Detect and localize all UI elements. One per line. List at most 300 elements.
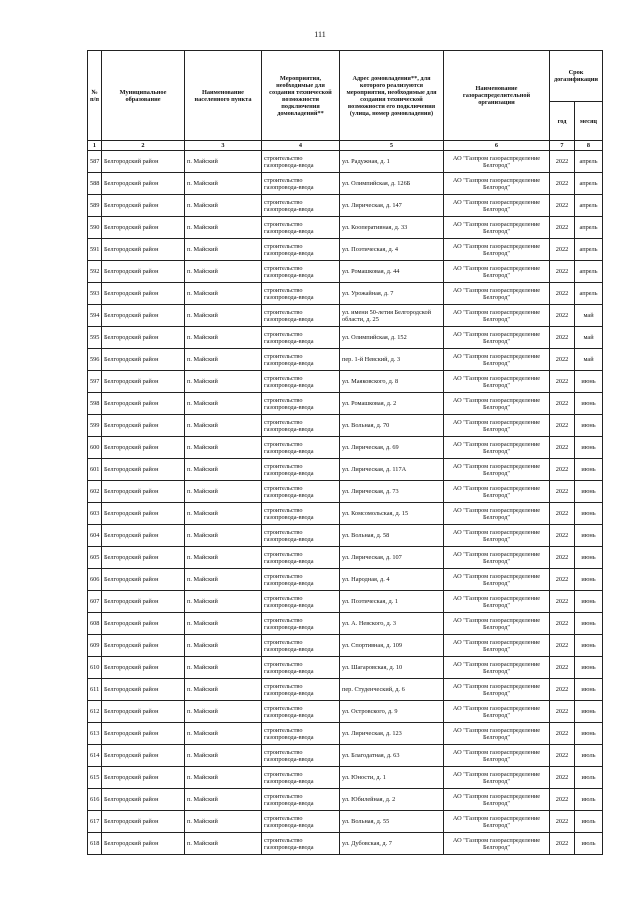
address-cell: пер. Студенческий, д. 6: [340, 679, 444, 701]
municipality-cell: Белгородский район: [102, 393, 185, 415]
measure-cell: строительство газопровода-ввода: [262, 393, 340, 415]
year-cell: 2022: [550, 305, 575, 327]
row-number: 605: [88, 547, 102, 569]
table-row: [88, 679, 603, 701]
settlement-cell: п. Майский: [185, 415, 262, 437]
row-number: 604: [88, 525, 102, 547]
settlement-cell: п. Майский: [185, 349, 262, 371]
month-cell: июнь: [575, 657, 603, 679]
settlement-cell: п. Майский: [185, 745, 262, 767]
measure-cell: строительство газопровода-ввода: [262, 327, 340, 349]
organization-cell: АО "Газпром газораспределение Белгород": [444, 635, 550, 657]
address-cell: ул. Кооперативная, д. 33: [340, 217, 444, 239]
measure-cell: строительство газопровода-ввода: [262, 283, 340, 305]
table-row: [88, 723, 603, 745]
table-row: [88, 613, 603, 635]
month-cell: июль: [575, 767, 603, 789]
measure-cell: строительство газопровода-ввода: [262, 547, 340, 569]
address-cell: ул. Ромашковая, д. 44: [340, 261, 444, 283]
settlement-cell: п. Майский: [185, 371, 262, 393]
row-number: 596: [88, 349, 102, 371]
organization-cell: АО "Газпром газораспределение Белгород": [444, 657, 550, 679]
row-number: 610: [88, 657, 102, 679]
month-cell: май: [575, 327, 603, 349]
organization-cell: АО "Газпром газораспределение Белгород": [444, 679, 550, 701]
month-cell: май: [575, 349, 603, 371]
year-cell: 2022: [550, 239, 575, 261]
table-row: [88, 349, 603, 371]
year-cell: 2022: [550, 745, 575, 767]
organization-cell: АО "Газпром газораспределение Белгород": [444, 217, 550, 239]
municipality-cell: Белгородский район: [102, 767, 185, 789]
organization-cell: АО "Газпром газораспределение Белгород": [444, 811, 550, 833]
organization-cell: АО "Газпром газораспределение Белгород": [444, 481, 550, 503]
measure-cell: строительство газопровода-ввода: [262, 415, 340, 437]
address-cell: ул. имени 50-летия Белгородской области, д. 25: [340, 305, 444, 327]
organization-cell: АО "Газпром газораспределение Белгород": [444, 569, 550, 591]
row-number: 615: [88, 767, 102, 789]
municipality-cell: Белгородский район: [102, 525, 185, 547]
municipality-cell: Белгородский район: [102, 371, 185, 393]
row-number: 588: [88, 173, 102, 195]
organization-cell: АО "Газпром газораспределение Белгород": [444, 547, 550, 569]
measure-cell: строительство газопровода-ввода: [262, 745, 340, 767]
month-cell: июнь: [575, 481, 603, 503]
measure-cell: строительство газопровода-ввода: [262, 657, 340, 679]
table-row: [88, 239, 603, 261]
measure-cell: строительство газопровода-ввода: [262, 261, 340, 283]
measure-cell: строительство газопровода-ввода: [262, 503, 340, 525]
municipality-cell: Белгородский район: [102, 261, 185, 283]
year-cell: 2022: [550, 591, 575, 613]
municipality-cell: Белгородский район: [102, 195, 185, 217]
organization-cell: АО "Газпром газораспределение Белгород": [444, 173, 550, 195]
address-cell: ул. Радужная, д. 1: [340, 151, 444, 173]
measure-cell: строительство газопровода-ввода: [262, 767, 340, 789]
address-cell: ул. Поэтическая, д. 1: [340, 591, 444, 613]
settlement-cell: п. Майский: [185, 679, 262, 701]
table-row: [88, 591, 603, 613]
organization-cell: АО "Газпром газораспределение Белгород": [444, 283, 550, 305]
row-number: 608: [88, 613, 102, 635]
settlement-cell: п. Майский: [185, 767, 262, 789]
month-cell: июнь: [575, 415, 603, 437]
address-cell: ул. Олимпийская, д. 126Б: [340, 173, 444, 195]
settlement-cell: п. Майский: [185, 261, 262, 283]
settlement-cell: п. Майский: [185, 591, 262, 613]
table-row: [88, 701, 603, 723]
column-number: 8: [575, 141, 603, 151]
row-number: 594: [88, 305, 102, 327]
settlement-cell: п. Майский: [185, 239, 262, 261]
table-row: [88, 305, 603, 327]
row-number: 609: [88, 635, 102, 657]
municipality-cell: Белгородский район: [102, 745, 185, 767]
year-cell: 2022: [550, 833, 575, 855]
table-body: [88, 151, 603, 855]
header-municipality: Муниципальное образование: [102, 51, 185, 141]
measure-cell: строительство газопровода-ввода: [262, 613, 340, 635]
organization-cell: АО "Газпром газораспределение Белгород": [444, 503, 550, 525]
table-row: [88, 173, 603, 195]
row-number: 607: [88, 591, 102, 613]
month-cell: июль: [575, 811, 603, 833]
settlement-cell: п. Майский: [185, 459, 262, 481]
municipality-cell: Белгородский район: [102, 789, 185, 811]
month-cell: июнь: [575, 525, 603, 547]
column-number: 4: [262, 141, 340, 151]
table-row: [88, 327, 603, 349]
header-settlement: Наименование населенного пункта: [185, 51, 262, 141]
table-row: [88, 503, 603, 525]
year-cell: 2022: [550, 437, 575, 459]
measure-cell: строительство газопровода-ввода: [262, 195, 340, 217]
month-cell: апрель: [575, 217, 603, 239]
year-cell: 2022: [550, 481, 575, 503]
table-row: [88, 437, 603, 459]
column-number: 3: [185, 141, 262, 151]
municipality-cell: Белгородский район: [102, 833, 185, 855]
header-num: № п/п: [88, 51, 102, 141]
organization-cell: АО "Газпром газораспределение Белгород": [444, 327, 550, 349]
municipality-cell: Белгородский район: [102, 437, 185, 459]
measure-cell: строительство газопровода-ввода: [262, 305, 340, 327]
measure-cell: строительство газопровода-ввода: [262, 679, 340, 701]
table-row: [88, 261, 603, 283]
header-organization: Наименование газораспределительной организации: [444, 51, 550, 141]
municipality-cell: Белгородский район: [102, 613, 185, 635]
measure-cell: строительство газопровода-ввода: [262, 459, 340, 481]
municipality-cell: Белгородский район: [102, 481, 185, 503]
municipality-cell: Белгородский район: [102, 701, 185, 723]
municipality-cell: Белгородский район: [102, 459, 185, 481]
settlement-cell: п. Майский: [185, 217, 262, 239]
month-cell: июнь: [575, 371, 603, 393]
measure-cell: строительство газопровода-ввода: [262, 481, 340, 503]
organization-cell: АО "Газпром газораспределение Белгород": [444, 349, 550, 371]
row-number: 616: [88, 789, 102, 811]
row-number: 602: [88, 481, 102, 503]
year-cell: 2022: [550, 261, 575, 283]
row-number: 611: [88, 679, 102, 701]
measure-cell: строительство газопровода-ввода: [262, 723, 340, 745]
month-cell: июнь: [575, 437, 603, 459]
year-cell: 2022: [550, 635, 575, 657]
row-number: 591: [88, 239, 102, 261]
address-cell: ул. А. Невского, д. 3: [340, 613, 444, 635]
month-cell: июнь: [575, 459, 603, 481]
row-number: 614: [88, 745, 102, 767]
month-cell: июнь: [575, 635, 603, 657]
row-number: 613: [88, 723, 102, 745]
municipality-cell: Белгородский район: [102, 635, 185, 657]
header-deadline: Срок догазификации: [550, 51, 603, 102]
page-number: 111: [314, 30, 326, 39]
row-number: 612: [88, 701, 102, 723]
table-row: [88, 459, 603, 481]
municipality-cell: Белгородский район: [102, 591, 185, 613]
municipality-cell: Белгородский район: [102, 173, 185, 195]
settlement-cell: п. Майский: [185, 151, 262, 173]
organization-cell: АО "Газпром газораспределение Белгород": [444, 415, 550, 437]
organization-cell: АО "Газпром газораспределение Белгород": [444, 459, 550, 481]
table-row: [88, 767, 603, 789]
month-cell: июль: [575, 833, 603, 855]
row-number: 598: [88, 393, 102, 415]
address-cell: пер. 1-й Невский, д. 3: [340, 349, 444, 371]
year-cell: 2022: [550, 415, 575, 437]
municipality-cell: Белгородский район: [102, 239, 185, 261]
measure-cell: строительство газопровода-ввода: [262, 239, 340, 261]
organization-cell: АО "Газпром газораспределение Белгород": [444, 437, 550, 459]
organization-cell: АО "Газпром газораспределение Белгород": [444, 305, 550, 327]
municipality-cell: Белгородский район: [102, 569, 185, 591]
row-number: 595: [88, 327, 102, 349]
month-cell: апрель: [575, 239, 603, 261]
column-number: 5: [340, 141, 444, 151]
year-cell: 2022: [550, 327, 575, 349]
municipality-cell: Белгородский район: [102, 811, 185, 833]
table-row: [88, 151, 603, 173]
year-cell: 2022: [550, 767, 575, 789]
month-cell: апрель: [575, 173, 603, 195]
municipality-cell: Белгородский район: [102, 679, 185, 701]
organization-cell: АО "Газпром газораспределение Белгород": [444, 591, 550, 613]
address-cell: ул. Спортивная, д. 109: [340, 635, 444, 657]
year-cell: 2022: [550, 217, 575, 239]
settlement-cell: п. Майский: [185, 327, 262, 349]
organization-cell: АО "Газпром газораспределение Белгород": [444, 195, 550, 217]
settlement-cell: п. Майский: [185, 481, 262, 503]
settlement-cell: п. Майский: [185, 503, 262, 525]
month-cell: июнь: [575, 701, 603, 723]
organization-cell: АО "Газпром газораспределение Белгород": [444, 833, 550, 855]
organization-cell: АО "Газпром газораспределение Белгород": [444, 371, 550, 393]
address-cell: ул. Лирическая, д. 123: [340, 723, 444, 745]
column-number: 6: [444, 141, 550, 151]
row-number: 590: [88, 217, 102, 239]
year-cell: 2022: [550, 547, 575, 569]
table-row: [88, 283, 603, 305]
month-cell: июль: [575, 745, 603, 767]
address-cell: ул. Лирическая, д. 117А: [340, 459, 444, 481]
row-number: 603: [88, 503, 102, 525]
measure-cell: строительство газопровода-ввода: [262, 591, 340, 613]
year-cell: 2022: [550, 283, 575, 305]
address-cell: ул. Маяковского, д. 8: [340, 371, 444, 393]
address-cell: ул. Лирическая, д. 107: [340, 547, 444, 569]
table-row: [88, 481, 603, 503]
address-cell: ул. Островского, д. 9: [340, 701, 444, 723]
measure-cell: строительство газопровода-ввода: [262, 701, 340, 723]
row-number: 599: [88, 415, 102, 437]
month-cell: июнь: [575, 591, 603, 613]
row-number: 618: [88, 833, 102, 855]
month-cell: июнь: [575, 613, 603, 635]
organization-cell: АО "Газпром газораспределение Белгород": [444, 525, 550, 547]
municipality-cell: Белгородский район: [102, 415, 185, 437]
organization-cell: АО "Газпром газораспределение Белгород": [444, 767, 550, 789]
address-cell: ул. Вольная, д. 70: [340, 415, 444, 437]
organization-cell: АО "Газпром газораспределение Белгород": [444, 613, 550, 635]
municipality-cell: Белгородский район: [102, 503, 185, 525]
year-cell: 2022: [550, 525, 575, 547]
municipality-cell: Белгородский район: [102, 723, 185, 745]
organization-cell: АО "Газпром газораспределение Белгород": [444, 151, 550, 173]
organization-cell: АО "Газпром газораспределение Белгород": [444, 745, 550, 767]
month-cell: май: [575, 305, 603, 327]
settlement-cell: п. Майский: [185, 789, 262, 811]
header-year: год: [550, 102, 575, 141]
address-cell: ул. Вольная, д. 55: [340, 811, 444, 833]
settlement-cell: п. Майский: [185, 569, 262, 591]
month-cell: апрель: [575, 261, 603, 283]
settlement-cell: п. Майский: [185, 811, 262, 833]
year-cell: 2022: [550, 393, 575, 415]
table-row: [88, 833, 603, 855]
measure-cell: строительство газопровода-ввода: [262, 151, 340, 173]
address-cell: ул. Комсомольская, д. 15: [340, 503, 444, 525]
month-cell: июнь: [575, 503, 603, 525]
year-cell: 2022: [550, 459, 575, 481]
row-number: 617: [88, 811, 102, 833]
settlement-cell: п. Майский: [185, 657, 262, 679]
year-cell: 2022: [550, 173, 575, 195]
organization-cell: АО "Газпром газораспределение Белгород": [444, 701, 550, 723]
header-measures: Мероприятия, необходимые для создания технической возможности подключения домовладений**: [262, 51, 340, 141]
address-cell: ул. Дубовская, д. 7: [340, 833, 444, 855]
row-number: 592: [88, 261, 102, 283]
organization-cell: АО "Газпром газораспределение Белгород": [444, 723, 550, 745]
municipality-cell: Белгородский район: [102, 327, 185, 349]
row-number: 600: [88, 437, 102, 459]
settlement-cell: п. Майский: [185, 305, 262, 327]
address-cell: ул. Поэтическая, д. 4: [340, 239, 444, 261]
settlement-cell: п. Майский: [185, 393, 262, 415]
address-cell: ул. Лирическая, д. 147: [340, 195, 444, 217]
month-cell: июль: [575, 789, 603, 811]
table-row: [88, 415, 603, 437]
row-number: 587: [88, 151, 102, 173]
address-cell: ул. Народная, д. 4: [340, 569, 444, 591]
settlement-cell: п. Майский: [185, 635, 262, 657]
settlement-cell: п. Майский: [185, 547, 262, 569]
month-cell: июнь: [575, 679, 603, 701]
settlement-cell: п. Майский: [185, 613, 262, 635]
address-cell: ул. Благодатная, д. 63: [340, 745, 444, 767]
address-cell: ул. Юбилейная, д. 2: [340, 789, 444, 811]
table-row: [88, 371, 603, 393]
table-row: [88, 525, 603, 547]
year-cell: 2022: [550, 613, 575, 635]
row-number: 589: [88, 195, 102, 217]
organization-cell: АО "Газпром газораспределение Белгород": [444, 393, 550, 415]
settlement-cell: п. Майский: [185, 437, 262, 459]
measure-cell: строительство газопровода-ввода: [262, 173, 340, 195]
table-row: [88, 789, 603, 811]
measure-cell: строительство газопровода-ввода: [262, 811, 340, 833]
municipality-cell: Белгородский район: [102, 547, 185, 569]
year-cell: 2022: [550, 371, 575, 393]
row-number: 601: [88, 459, 102, 481]
address-cell: ул. Юности, д. 1: [340, 767, 444, 789]
year-cell: 2022: [550, 569, 575, 591]
year-cell: 2022: [550, 151, 575, 173]
municipality-cell: Белгородский район: [102, 151, 185, 173]
address-cell: ул. Шагаровская, д. 10: [340, 657, 444, 679]
header-month: месяц: [575, 102, 603, 141]
table-row: [88, 745, 603, 767]
measure-cell: строительство газопровода-ввода: [262, 789, 340, 811]
year-cell: 2022: [550, 349, 575, 371]
settlement-cell: п. Майский: [185, 173, 262, 195]
gasification-table: [87, 50, 603, 855]
municipality-cell: Белгородский район: [102, 217, 185, 239]
table-row: [88, 635, 603, 657]
organization-cell: АО "Газпром газораспределение Белгород": [444, 239, 550, 261]
year-cell: 2022: [550, 701, 575, 723]
organization-cell: АО "Газпром газораспределение Белгород": [444, 789, 550, 811]
municipality-cell: Белгородский район: [102, 283, 185, 305]
column-number: 2: [102, 141, 185, 151]
measure-cell: строительство газопровода-ввода: [262, 217, 340, 239]
month-cell: апрель: [575, 283, 603, 305]
month-cell: апрель: [575, 195, 603, 217]
year-cell: 2022: [550, 657, 575, 679]
header-address: Адрес домовладения**, для которого реализуются мероприятия, необходимые для создания технической возможности его подключения (улица, номер домовладения): [340, 51, 444, 141]
month-cell: июнь: [575, 547, 603, 569]
settlement-cell: п. Майский: [185, 195, 262, 217]
measure-cell: строительство газопровода-ввода: [262, 833, 340, 855]
month-cell: апрель: [575, 151, 603, 173]
measure-cell: строительство газопровода-ввода: [262, 525, 340, 547]
month-cell: июнь: [575, 569, 603, 591]
address-cell: ул. Вольная, д. 58: [340, 525, 444, 547]
month-cell: июнь: [575, 393, 603, 415]
measure-cell: строительство газопровода-ввода: [262, 635, 340, 657]
municipality-cell: Белгородский район: [102, 305, 185, 327]
municipality-cell: Белгородский район: [102, 349, 185, 371]
row-number: 593: [88, 283, 102, 305]
settlement-cell: п. Майский: [185, 701, 262, 723]
address-cell: ул. Урожайная, д. 7: [340, 283, 444, 305]
table-row: [88, 657, 603, 679]
settlement-cell: п. Майский: [185, 833, 262, 855]
row-number: 606: [88, 569, 102, 591]
municipality-cell: Белгородский район: [102, 657, 185, 679]
year-cell: 2022: [550, 723, 575, 745]
column-number: 1: [88, 141, 102, 151]
settlement-cell: п. Майский: [185, 723, 262, 745]
year-cell: 2022: [550, 503, 575, 525]
column-number: 7: [550, 141, 575, 151]
settlement-cell: п. Майский: [185, 283, 262, 305]
address-cell: ул. Лирическая, д. 69: [340, 437, 444, 459]
table-row: [88, 547, 603, 569]
address-cell: ул. Олимпийская, д. 152: [340, 327, 444, 349]
measure-cell: строительство газопровода-ввода: [262, 437, 340, 459]
measure-cell: строительство газопровода-ввода: [262, 371, 340, 393]
address-cell: ул. Ромашковая, д. 2: [340, 393, 444, 415]
table-row: [88, 393, 603, 415]
measure-cell: строительство газопровода-ввода: [262, 569, 340, 591]
measure-cell: строительство газопровода-ввода: [262, 349, 340, 371]
table-row: [88, 217, 603, 239]
organization-cell: АО "Газпром газораспределение Белгород": [444, 261, 550, 283]
year-cell: 2022: [550, 789, 575, 811]
table-row: [88, 569, 603, 591]
year-cell: 2022: [550, 811, 575, 833]
